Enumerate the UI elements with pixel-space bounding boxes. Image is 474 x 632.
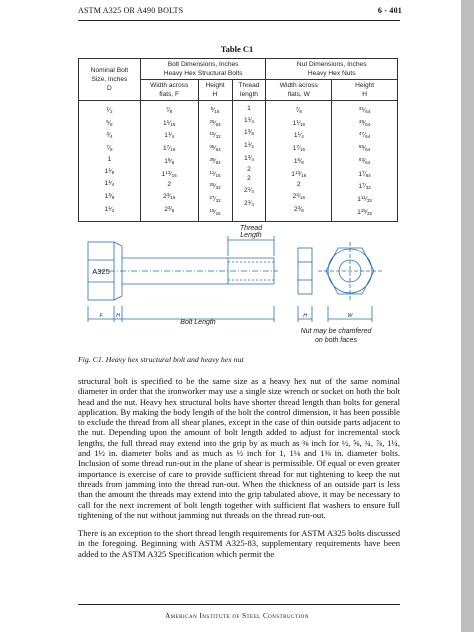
running-header [78, 6, 400, 18]
table-cell: $2^3⁄_8$ [164, 204, 175, 213]
table-cell: $^{55}⁄_{64}$ [358, 144, 371, 153]
w-label: W [347, 313, 353, 319]
table-cell: $^{11}⁄_{16}$ [209, 169, 221, 178]
table-cell: $1^1⁄_2$ [104, 204, 115, 213]
table-cell: $1^{13}⁄_{16}$ [291, 169, 307, 178]
table-cell: $1^1⁄_{16}$ [162, 118, 176, 127]
table-cell: $^{31}⁄_{64}$ [358, 106, 371, 114]
h-label: H [116, 313, 120, 319]
header-line: Nut Dimensions, Inches [296, 61, 367, 68]
bolt-length-label: Bolt Length [180, 319, 216, 326]
table-cell: $1^1⁄_4$ [104, 179, 115, 188]
table-cell: $1^{11}⁄_{32}$ [357, 194, 372, 203]
header-nut-width [266, 80, 332, 101]
table-cell: $1^{15}⁄_{32}$ [357, 207, 373, 216]
table-cell: $^{35}⁄_{64}$ [209, 144, 221, 153]
chamfer-note: Nut may be chamfered [300, 328, 372, 335]
header-line: Height [355, 82, 375, 89]
table-cell: $^{27}⁄_{32}$ [209, 194, 221, 203]
table-cell: $1^3⁄_8$ [104, 191, 115, 200]
table-cell: $1^1⁄_4$ [164, 131, 175, 140]
f-label: F [99, 313, 103, 319]
header-line: flats, W [287, 91, 310, 98]
table-cell: $1^7⁄_{64}$ [358, 169, 371, 178]
bolt-head-chamfer [114, 296, 122, 300]
header-line: Bolt Dimensions, Inches [167, 61, 239, 68]
table-cell: $1^3⁄_4$ [244, 153, 254, 162]
table-cell: 1 [247, 105, 251, 112]
table-cell: $1^5⁄_8$ [293, 156, 304, 165]
table-cell: $1^1⁄_4$ [244, 115, 254, 124]
head-marking: A325 [92, 267, 110, 276]
column-bolt-height [198, 101, 232, 222]
header-title: ASTM A325 OR A490 BOLTS [78, 6, 184, 15]
header-line: D [107, 85, 112, 92]
table-cell: $2^1⁄_4$ [244, 198, 254, 207]
header-line: length [239, 91, 258, 98]
bolt-head-chamfer [114, 242, 122, 246]
header-bolt-dimensions [140, 59, 266, 80]
table-cell: $^{39}⁄_{64}$ [209, 156, 221, 165]
column-nut-height [332, 101, 398, 222]
column-thread-length [232, 101, 266, 222]
table-cell: $2^1⁄_4$ [244, 185, 254, 194]
header-line: Width across [279, 82, 318, 89]
header-nominal-size [79, 59, 141, 101]
nut-side-view [298, 248, 312, 294]
thread-length-label: Length [240, 232, 262, 239]
table-cell: $^{47}⁄_{64}$ [358, 131, 371, 140]
table-cell: $1^1⁄_4$ [293, 131, 304, 140]
paragraph: There is an exception to the short thread length requirements for ASTM A325 bolts discussed in the foregoing. Beginning with ASTM A325-83, supplementary requirements have been added to the ASTM A325 Specification which permit the [78, 528, 400, 559]
table-cell: $^{63}⁄_{64}$ [358, 156, 371, 165]
table-cell: 2 [247, 175, 251, 183]
table-cell: $1^7⁄_{32}$ [358, 182, 371, 191]
header-nut-height [332, 80, 398, 101]
table-cell: $2^3⁄_{16}$ [292, 191, 306, 200]
header-thread-length [232, 80, 266, 101]
table-cell: $1^5⁄_8$ [164, 156, 175, 165]
header-line: flats, F [159, 91, 180, 98]
table-cell: $1^1⁄_{16}$ [292, 118, 306, 127]
table-cell: $2^3⁄_8$ [293, 204, 304, 213]
table-cell: $^{25}⁄_{64}$ [209, 118, 221, 127]
table-cell: $1^3⁄_8$ [244, 128, 254, 137]
paragraph: structural bolt is specified to be the same size as a heavy hex nut of the same nominal diameter in order that the ironworker may use a single size wrench or socket on both the bolt head and the nut. Heavy hex structural bolts have shorter thread length than bolts for general application. By making the body length of the bolt the control dimension, it has been possible to exclude the thread from all shear planes, except in the case of thin outside parts adjacent to the nut. Depending upon the amount of bolt length added to adjust for incremental stock lengths, the full thread may extend into the grip by as much as ⅜ inch for ½, ⅝, ¾, ⅞, 1¼, and 1½ in. diameter bolts and as much as ½ inch for 1, 1⅛ and 1⅜ in. diameter bolts. Inclusion of some thread run-out in the plane of shear is permissible. Of equal or even greater importance is exercise of care to provide sufficient thread for nut tightening to keep the nut threads from jamming into the thread run-out. When the thickness of an outside part is less than the amount the threads may extend into the grip tabulated above, it may be necessary to call for the next increment of bolt length together with sufficient flat washers to ensure full tightening of the nut without jamming nut threads on the thread run-out. [78, 376, 400, 520]
header-line: Width across [150, 82, 189, 89]
header-line: Heavy Hex Nuts [307, 70, 356, 77]
header-nut-dimensions [266, 59, 398, 80]
header-line: Thread [238, 82, 260, 89]
bolt-and-nut-drawing [78, 222, 400, 350]
figure-caption: Fig. C1. Heavy hex structural bolt and heavy hex nut [78, 355, 244, 364]
table-cell: $^{25}⁄_{32}$ [209, 182, 221, 191]
column-size [79, 101, 141, 222]
table-title: Table C1 [220, 44, 254, 54]
table-cell: $^7⁄_8$ [295, 106, 302, 114]
header-rule [78, 20, 400, 21]
table-cell: $1^7⁄_{16}$ [292, 144, 306, 153]
bolt-dimension-table [78, 58, 398, 222]
bolt-figure [78, 222, 400, 350]
table-cell: $2^3⁄_{16}$ [162, 191, 176, 200]
table-cell: $^7⁄_8$ [166, 106, 173, 114]
header-line: Height [205, 82, 225, 89]
column-bolt-width [140, 101, 198, 222]
header-line: H [212, 91, 218, 98]
header-bolt-height [198, 80, 232, 101]
table-cell: $1^1⁄_2$ [244, 141, 254, 150]
page-edge-bar [461, 0, 474, 632]
table-cell: 2 [167, 181, 172, 189]
page-number: 6 - 401 [377, 6, 402, 15]
running-footer: American Institute of Steel Construction [165, 612, 309, 620]
column-nut-width [266, 101, 332, 222]
header-line: Heavy Hex Structural Bolts [163, 70, 243, 77]
table-cell: $^{39}⁄_{64}$ [358, 118, 371, 127]
table-cell: $^3⁄_4$ [106, 131, 113, 140]
table-cell: 2 [247, 165, 251, 173]
table-cell: $^5⁄_{16}$ [210, 106, 220, 114]
table-cell: $1^1⁄_8$ [104, 166, 115, 175]
header-line: Nominal Bolt [90, 67, 129, 74]
table-cell: $^7⁄_8$ [106, 144, 113, 153]
table-cell: $^{15}⁄_{16}$ [209, 207, 221, 216]
table-cell: $^1⁄_2$ [106, 106, 113, 114]
chamfer-note: on both faces [314, 337, 358, 344]
body-text [78, 376, 400, 559]
header-bolt-width [140, 80, 198, 101]
footer-rule [78, 604, 400, 605]
table-cell: $1^{13}⁄_{16}$ [161, 169, 177, 178]
table-cell: $^{15}⁄_{32}$ [209, 131, 221, 140]
thread-length-label: Thread [239, 225, 263, 232]
table-cell: $^5⁄_8$ [106, 118, 113, 127]
table-cell: 1 [107, 155, 112, 163]
header-line: H [362, 91, 367, 98]
header-line: Size, Inches [91, 76, 128, 83]
table-cell: $1^7⁄_{16}$ [162, 144, 176, 153]
nut-h-label: H [303, 313, 307, 319]
table-cell: 2 [296, 181, 301, 189]
